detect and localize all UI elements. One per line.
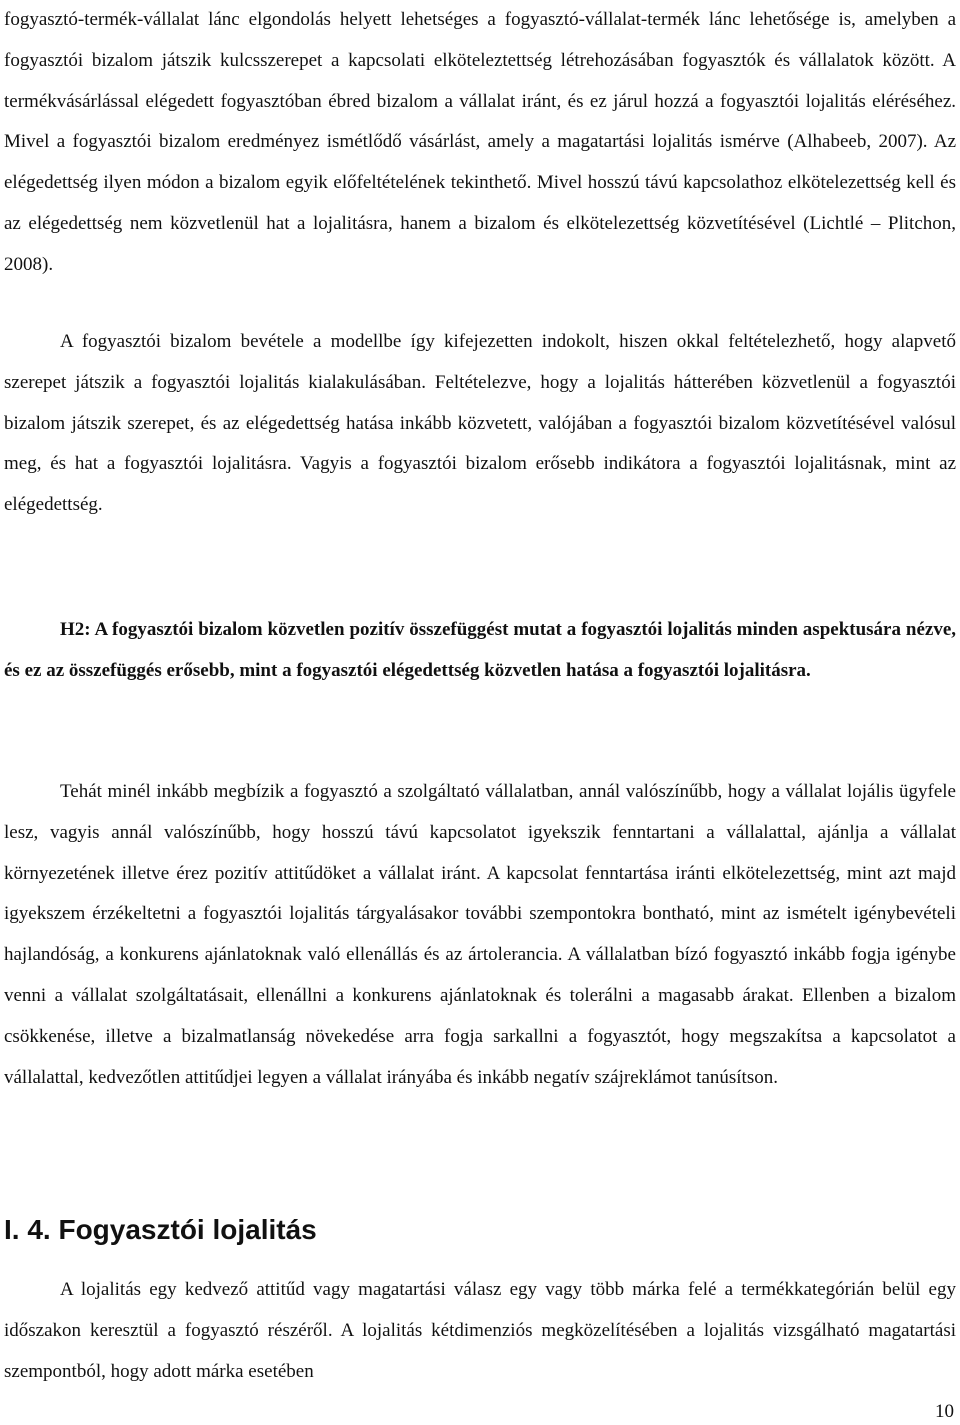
hypothesis-h2: H2: A fogyasztói bizalom közvetlen pozitív összefüggést mutat a fogyasztói lojalitás minden aspektusára nézve, és ez az összefüggés erősebb, mint a fogyasztói elégedettség közvetlen hatása a fogyasztói lojalitásra. [4, 619, 956, 681]
body-paragraph-2: A fogyasztói bizalom bevétele a modellbe így kifejezetten indokolt, hiszen okkal feltételezhető, hogy alapvető szerepet játszik a fogyasztói lojalitás kialakulásában. Feltételezve, hogy a lojalitás hátterében közvetlenül a fogyasztói bizalom játszik szerepet, és az elégedettség hatása inkább közvetett, valójában a fogyasztói bizalom közvetítésével valósul meg, és hat a fogyasztói lojalitásra. Vagyis a fogyasztói bizalom erősebb indikátora a fogyasztói lojalitásnak, mint az elégedettség. [4, 331, 956, 516]
section-heading: I. 4. Fogyasztói lojalitás [4, 1214, 317, 1245]
body-paragraph-3: Tehát minél inkább megbízik a fogyasztó a szolgáltató vállalatban, annál valószínűbb, hogy a vállalat lojális ügyfele lesz, vagyis annál valószínűbb, hogy hosszú távú kapcsolatot igyekszik fenntartani a vállalattal, ajánlja a vállalat környezetének illetve érez pozitív attitűdöket a vállalat iránt. A kapcsolat fenntartása iránti elkötelezettség, mint azt majd igyekszem érzékeltetni a fogyasztói lojalitás tárgyalásakor további szempontokra bontható, mint az ismételt igénybevételi hajlandóság, a konkurens ajánlatoknak való ellenállás és az ártolerancia. A vállalatban bízó fogyasztó inkább fogja igénybe venni a vállalat szolgáltatásait, ellenállni a konkurens ajánlatoknak és tolerálni a magasabb árakat. Ellenben a bizalom csökkenése, illetve a bizalmatlanság növekedése arra fogja sarkallni a fogyasztót, hogy megszakítsa a kapcsolatot a vállalattal, kedvezőtlen attitűdjei legyen a vállalat irányába és inkább negatív szájreklámot tanúsítson. [4, 781, 956, 1088]
body-paragraph-1: fogyasztó-termék-vállalat lánc elgondolás helyett lehetséges a fogyasztó-vállalat-termék lánc lehetősége is, amelyben a fogyasztói bizalom játszik kulcsszerepet a kapcsolati elköteleztettség létrehozásában fogyasztók és vállalatok között. A termékvásárlással elégedett fogyasztóban ébred bizalom a vállalat iránt, és ez járul hozzá a fogyasztói lojalitás eléréséhez. Mivel a fogyasztói bizalom eredményez ismétlődő vásárlást, amely a magatartási lojalitás ismérve (Alhabeeb, 2007). Az elégedettség ilyen módon a bizalom egyik előfeltételének tekinthető. Mivel hosszú távú kapcsolathoz elkötelezettség kell és az elégedettség nem közvetlenül hat a lojalitásra, hanem a bizalom és elkötelezettség közvetítésével (Lichtlé – Plitchon, 2008). [4, 9, 956, 275]
body-paragraph-4: A lojalitás egy kedvező attitűd vagy magatartási válasz egy vagy több márka felé a termékkategórián belül egy időszakon keresztül a fogyasztó részéről. A lojalitás kétdimenziós megközelítésében a lojalitás vizsgálható magatartási szempontból, hogy adott márka esetében [4, 1279, 956, 1382]
page-number: 10 [935, 1401, 954, 1422]
